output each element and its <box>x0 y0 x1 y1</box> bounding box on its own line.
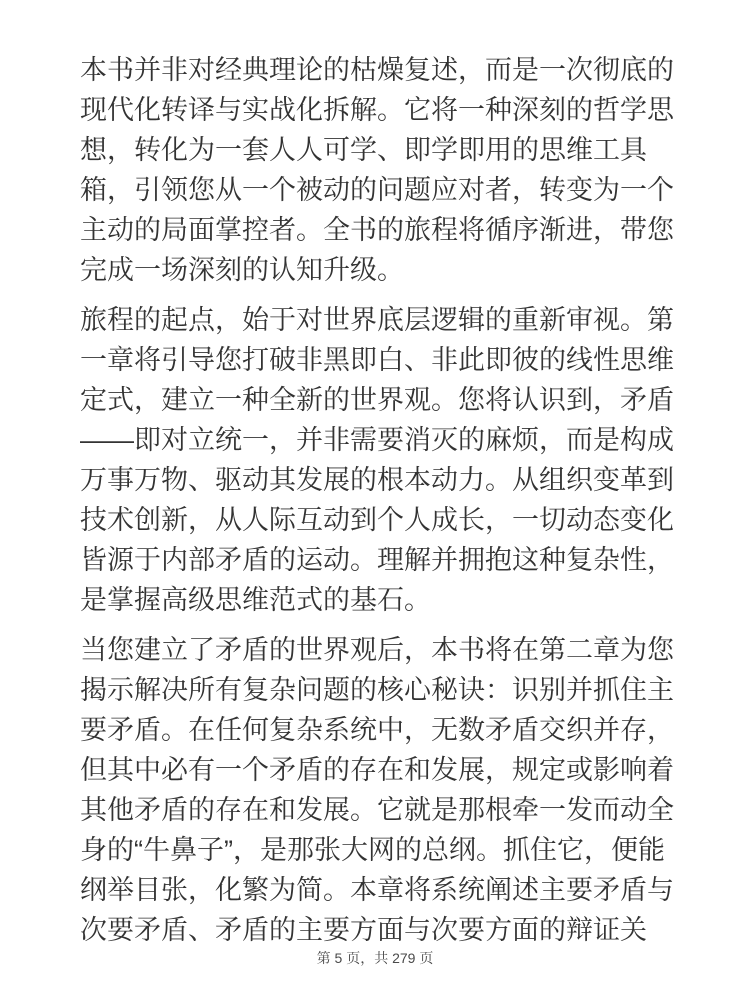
page-number-indicator: 第 5 页，共 279 页 <box>316 950 434 966</box>
paragraph-book-overview: 本书并非对经典理论的枯燥复述，而是一次彻底的现代化转译与实战化拆解。它将一种深刻的哲学思想，转化为一套人人可学、即学即用的思维工具箱，引领您从一个被动的问题应对者，转变为一个主动的局面掌控者。全书的旅程将循序渐进，带您完成一场深刻的认知升级。 <box>80 55 674 285</box>
paragraph-chapter-two-summary: 当您建立了矛盾的世界观后，本书将在第二章为您揭示解决所有复杂问题的核心秘诀：识别并抓住主要矛盾。在任何复杂系统中，无数矛盾交织并存，但其中必有一个矛盾的存在和发展，规定或影响着其他矛盾的存在和发展。它就是那根牵一发而动全身的“牛鼻子”，是那张大网的总纲。抓住它，便能纲举目张，化繁为简。本章将系统阐述主要矛盾与次要矛盾、矛盾的主要方面与次要方面的辩证关 <box>80 635 674 945</box>
page-text-body <box>80 50 680 950</box>
paragraph-chapter-one-summary: 旅程的起点，始于对世界底层逻辑的重新审视。第一章将引导您打破非黑即白、非此即彼的线性思维定式，建立一种全新的世界观。您将认识到，矛盾——即对立统一，并非需要消灭的麻烦，而是构成万事万物、驱动其发展的根本动力。从组织变革到技术创新，从人际互动到个人成长，一切动态变化皆源于内部矛盾的运动。理解并拥抱这种复杂性，是掌握高级思维范式的基石。 <box>80 305 674 615</box>
